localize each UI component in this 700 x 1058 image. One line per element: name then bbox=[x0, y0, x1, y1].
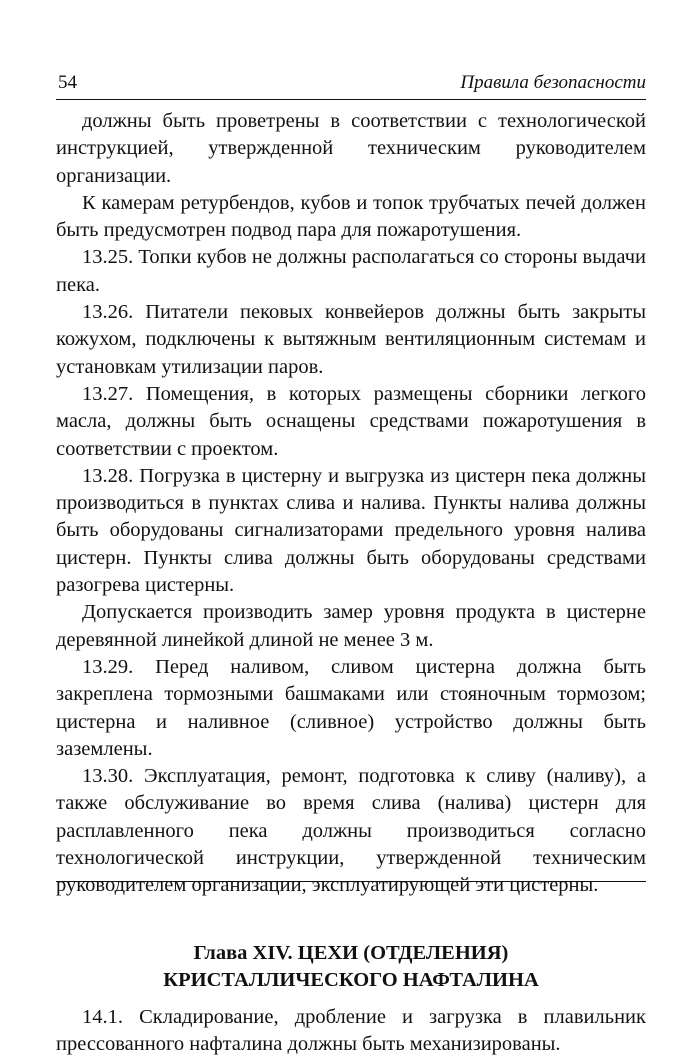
paragraph: 13.28. Погрузка в цистерну и выгрузка из цистерн пека должны производиться в пунктах слива и налива. Пункты налива должны быть оборудованы сигнализаторами предельного уровня налива цистерн. Пункты слива должны быть оборудованы средствами разогрева цистерны. bbox=[56, 464, 646, 597]
paragraph: 13.27. Помещения, в которых размещены сборники легкого масла, должны быть оснащены средствами пожаротушения в соответствии с проектом. bbox=[56, 382, 646, 460]
paragraph: 13.29. Перед наливом, сливом цистерна должна быть закреплена тормозными башмаками или стояночным тормозом; цистерна и наливное (сливное) устройство должны быть заземлены. bbox=[56, 655, 646, 760]
page-number: 54 bbox=[58, 72, 77, 93]
footer-rule bbox=[56, 881, 646, 882]
paragraph: 13.26. Питатели пековых конвейеров должны быть закрыты кожухом, подключены к вытяжным вентиляционным системам и установкам утилизации паров. bbox=[56, 301, 646, 378]
paragraph: 13.30. Эксплуатация, ремонт, подготовка к сливу (наливу), а также обслуживание во время слива (налива) цистерн для расплавленного пека должны производиться согласно технологической инструкции, утвержденной техническим руководителем организации, эксплуатирующей эти цистерны. bbox=[56, 765, 646, 897]
body-text bbox=[56, 108, 646, 1058]
paragraph: 14.1. Складирование, дробление и загрузка в плавильник прессованного нафталина должны быть механизированы. bbox=[56, 1005, 646, 1055]
running-header bbox=[56, 70, 646, 96]
paragraph: 13.25. Топки кубов не должны располагаться со стороны выдачи пека. bbox=[56, 246, 646, 296]
chapter-heading bbox=[56, 940, 646, 994]
paragraph: Допускается производить замер уровня продукта в цистерне деревянной линейкой длиной не менее 3 м. bbox=[56, 601, 646, 651]
chapter-heading-line: Глава XIV. ЦЕХИ (ОТДЕЛЕНИЯ) bbox=[193, 941, 509, 964]
chapter-heading-line: КРИСТАЛЛИЧЕСКОГО НАФТАЛИНА bbox=[163, 968, 539, 991]
header-rule bbox=[56, 99, 646, 100]
document-page bbox=[56, 70, 646, 1058]
running-header-title: Правила безопасности bbox=[460, 72, 646, 93]
paragraph: должны быть проветрены в соответствии с технологической инструкцией, утвержденной техническим руководителем организации. bbox=[56, 110, 646, 187]
paragraph: К камерам ретурбендов, кубов и топок трубчатых печей должен быть предусмотрен подвод пара для пожаротушения. bbox=[56, 191, 646, 242]
